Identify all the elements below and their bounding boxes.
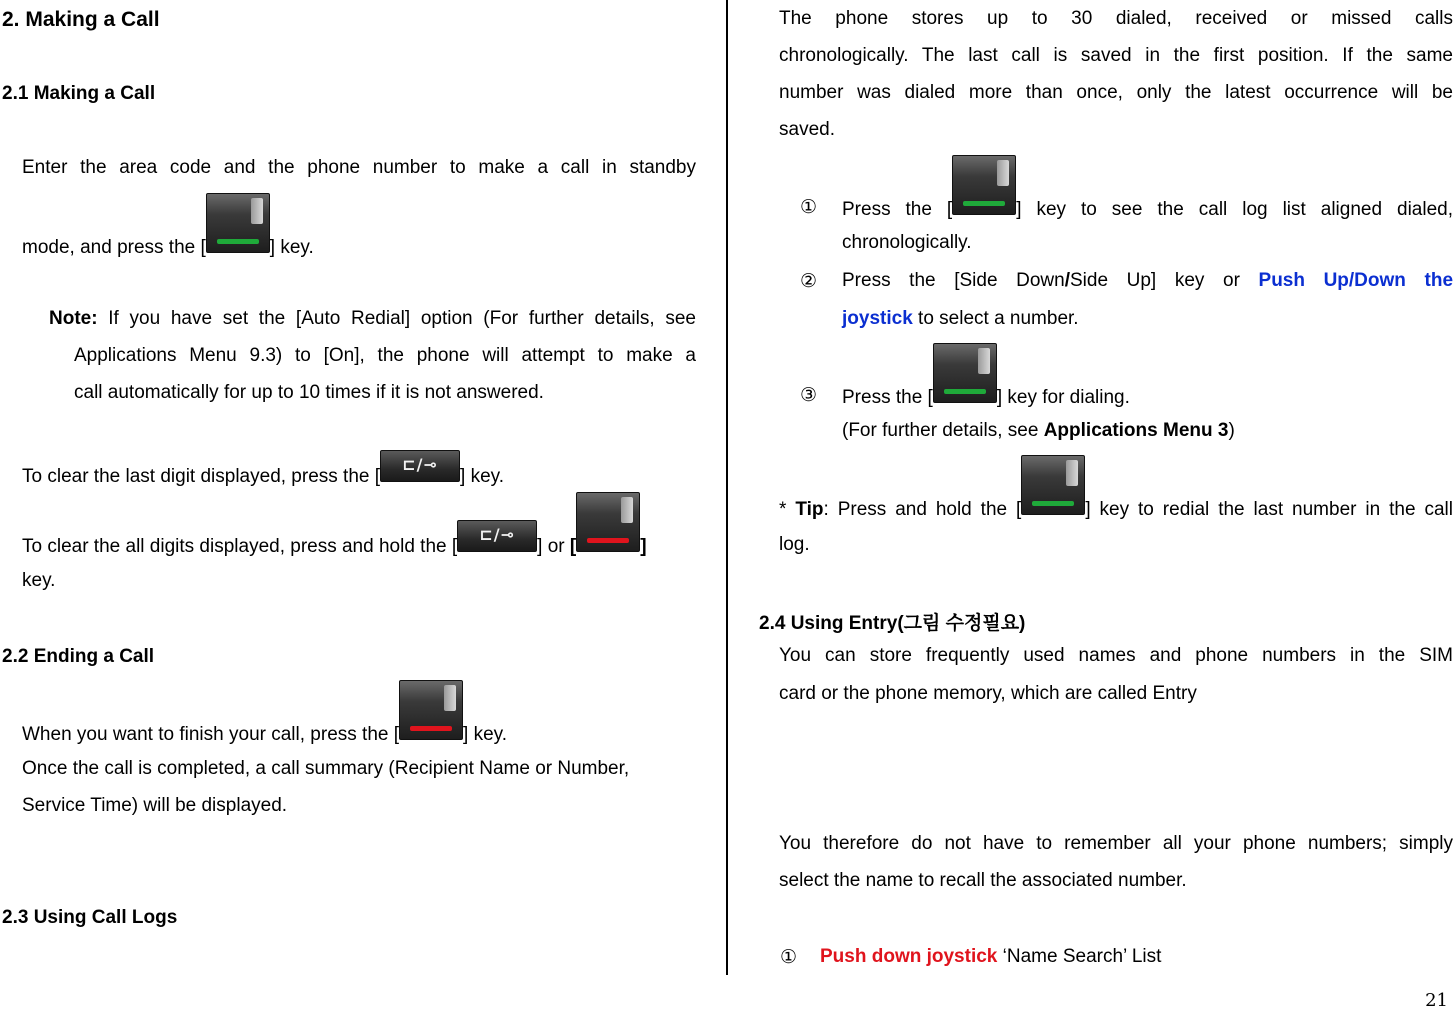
paragraph-line: card or the phone memory, which are called Entry bbox=[779, 683, 1197, 704]
text-run: [ bbox=[569, 536, 577, 557]
text-run: mode, and press the [ bbox=[22, 237, 206, 258]
paragraph-line: chronologically. The last call is saved in the first position. If the same bbox=[779, 45, 1453, 66]
step-number: ① bbox=[800, 197, 818, 218]
paragraph-line bbox=[22, 193, 314, 259]
page-number: 21 bbox=[1425, 990, 1448, 1011]
tip-line: log. bbox=[779, 534, 810, 555]
step-line bbox=[842, 270, 1453, 292]
send-key-icon bbox=[933, 343, 997, 403]
section-title-making-a-call: 2. Making a Call bbox=[2, 8, 160, 31]
text-run: / bbox=[1064, 270, 1070, 291]
text-run: ] key for dialing. bbox=[996, 387, 1130, 408]
step-line: chronologically. bbox=[842, 232, 972, 253]
column-divider bbox=[726, 0, 728, 975]
note-label: Note: bbox=[49, 308, 98, 329]
text-run: Applications Menu 3 bbox=[1043, 420, 1229, 441]
text-run: Press the [ bbox=[842, 199, 953, 220]
paragraph-line: You can store frequently used names and phone numbers in the SIM bbox=[779, 645, 1453, 666]
send-key-icon bbox=[952, 155, 1016, 215]
step-number: ① bbox=[780, 947, 798, 968]
text-run: (For further details, see bbox=[842, 420, 1044, 441]
step-line bbox=[820, 946, 1161, 968]
text-run: Press the [ bbox=[842, 387, 933, 408]
text-run: If you have set the [Auto Redial] option (For further details, see bbox=[97, 308, 696, 329]
tip-line bbox=[779, 455, 1453, 521]
step-line bbox=[842, 343, 1130, 409]
text-run: ) bbox=[1228, 420, 1235, 441]
clear-key-icon: ⊏/⊸ bbox=[380, 450, 460, 482]
paragraph-line bbox=[22, 492, 647, 558]
step-line bbox=[842, 155, 1453, 221]
highlight-text: Push Up/Down the bbox=[1258, 270, 1454, 291]
text-run: * bbox=[779, 499, 796, 520]
note-line bbox=[49, 308, 696, 330]
paragraph-line: Service Time) will be displayed. bbox=[22, 795, 288, 816]
text-run: ] or bbox=[537, 536, 570, 557]
text-run: Side Up] key or bbox=[1070, 270, 1259, 291]
paragraph-line: Enter the area code and the phone number to make a call in standby bbox=[22, 157, 696, 178]
clear-key-icon: ⊏/⊸ bbox=[457, 520, 537, 552]
text-run: ] key to see the call log list aligned dialed, bbox=[1016, 199, 1453, 220]
text-run: ] bbox=[640, 536, 647, 557]
highlight-text: joystick bbox=[842, 308, 913, 329]
paragraph-line: number was dialed more than once, only the latest occurrence will be bbox=[779, 82, 1453, 103]
text-run: ‘Name Search’ List bbox=[997, 946, 1162, 967]
paragraph-line: saved. bbox=[779, 119, 835, 140]
end-key-icon bbox=[576, 492, 640, 552]
end-key-icon bbox=[399, 680, 463, 740]
text-run: Press the [Side Down bbox=[842, 270, 1065, 291]
paragraph-line bbox=[22, 680, 507, 746]
text-run: To clear the all digits displayed, press and hold the [ bbox=[22, 536, 458, 557]
paragraph-line: select the name to recall the associated number. bbox=[779, 870, 1187, 891]
heading-2-3: 2.3 Using Call Logs bbox=[2, 907, 178, 928]
paragraph-line: Once the call is completed, a call summary (Recipient Name or Number, bbox=[22, 758, 630, 779]
highlight-text: Push down joystick bbox=[820, 946, 998, 967]
note-line: Applications Menu 9.3) to [On], the phone will attempt to make a bbox=[74, 345, 696, 366]
tip-label: Tip bbox=[795, 499, 824, 520]
text-run: ] key to redial the last number in the call bbox=[1085, 499, 1453, 520]
note-line: call automatically for up to 10 times if it is not answered. bbox=[74, 382, 544, 403]
text-run: : Press and hold the [ bbox=[823, 499, 1022, 520]
heading-2-2: 2.2 Ending a Call bbox=[2, 646, 155, 667]
text-run: ] key. bbox=[463, 724, 508, 745]
send-key-icon bbox=[206, 193, 270, 253]
step-number: ③ bbox=[800, 385, 818, 406]
paragraph-line bbox=[22, 450, 504, 488]
text-run: ] key. bbox=[460, 466, 505, 487]
step-line bbox=[842, 308, 1079, 330]
heading-2-1: 2.1 Making a Call bbox=[2, 83, 156, 104]
paragraph-line: You therefore do not have to remember all your phone numbers; simply bbox=[779, 833, 1453, 854]
send-key-icon bbox=[1021, 455, 1085, 515]
text-run: When you want to finish your call, press the [ bbox=[22, 724, 400, 745]
text-run: To clear the last digit displayed, press the [ bbox=[22, 466, 381, 487]
step-line bbox=[842, 420, 1235, 442]
text-run: to select a number. bbox=[912, 308, 1079, 329]
heading-2-4: 2.4 Using Entry(그림 수정필요) bbox=[759, 613, 1026, 634]
text-run: ] key. bbox=[269, 237, 314, 258]
step-number: ② bbox=[800, 271, 818, 292]
paragraph-line: The phone stores up to 30 dialed, received or missed calls bbox=[779, 8, 1453, 29]
paragraph-line: key. bbox=[22, 570, 56, 591]
